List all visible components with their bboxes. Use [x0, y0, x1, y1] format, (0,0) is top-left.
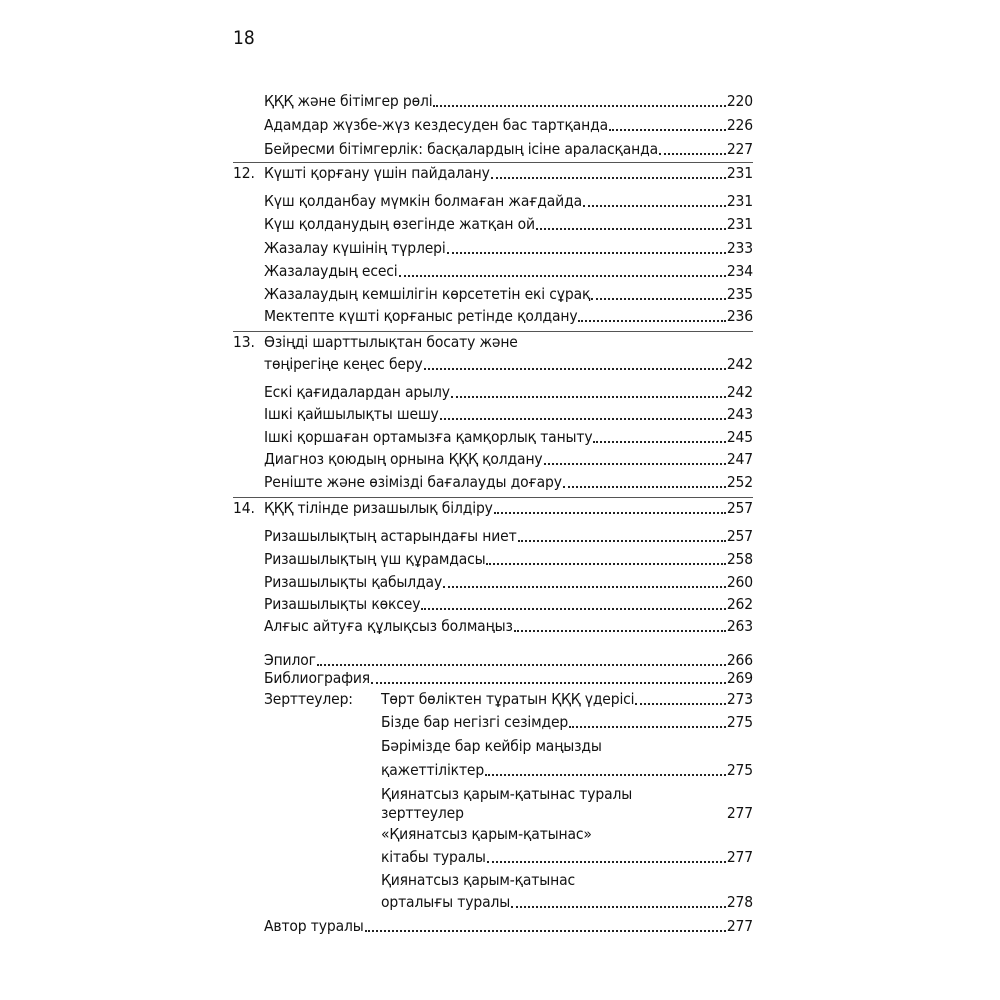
leader-dots	[465, 817, 726, 819]
toc-appendix-line2[interactable]	[381, 758, 753, 782]
chapter-title: Күшті қорғану үшін пайдалану	[264, 164, 490, 182]
leader-dots	[591, 298, 726, 300]
toc-appendix-line1[interactable]	[381, 734, 753, 758]
toc-entry-title: Ішкі қайшылықты шешу	[264, 405, 439, 423]
toc-entry-page: 273	[726, 690, 753, 708]
toc-chapter-13-line2[interactable]	[233, 352, 753, 376]
toc-entry-title: Жазалаудың есесі	[264, 262, 398, 280]
toc-entry-page: 275	[726, 713, 753, 731]
toc-entry-title: Мектепте күшті қорғаныс ретінде қолдану	[264, 307, 578, 325]
toc-entry[interactable]	[264, 89, 753, 113]
toc-appendix[interactable]	[381, 710, 753, 734]
toc-entry-page: 245	[726, 428, 753, 446]
toc-entry[interactable]	[264, 137, 753, 161]
leader-dots	[491, 177, 726, 179]
toc-entry-page: 277	[726, 804, 753, 822]
leader-dots	[494, 512, 726, 514]
toc-chapter-13[interactable]	[233, 330, 753, 354]
toc-entry-page: 220	[726, 92, 753, 110]
toc-entry-title: Жазалау күшінің түрлері	[264, 239, 446, 257]
chapter-divider	[233, 162, 753, 163]
toc-entry-title-line2: кітабы туралы	[381, 848, 486, 866]
chapter-divider	[233, 331, 753, 332]
chapter-title: ҚҚҚ тілінде ризашылық білдіру	[264, 499, 493, 517]
leader-dots	[440, 418, 726, 420]
toc-entry-page: 252	[726, 473, 753, 491]
leader-dots	[485, 774, 726, 776]
toc-entry[interactable]	[264, 113, 753, 137]
toc-entry-page: 263	[726, 617, 753, 635]
toc-entry-page: 226	[726, 116, 753, 134]
leader-dots	[578, 320, 725, 322]
toc-entry-page: 269	[726, 669, 753, 687]
chapter-page: 231	[726, 164, 753, 182]
toc-entry[interactable]	[264, 212, 753, 236]
toc-entry-page: 257	[726, 527, 753, 545]
toc-entry[interactable]	[264, 304, 753, 328]
leader-dots	[371, 682, 726, 684]
toc-entry-page: 275	[726, 761, 753, 779]
leader-dots	[487, 861, 726, 863]
toc-entry-page: 231	[726, 192, 753, 210]
toc-entry-title: Эпилог	[264, 651, 316, 669]
leader-dots	[443, 586, 726, 588]
toc-entry-title: Ризашылықты көксеу	[264, 595, 421, 613]
leader-dots	[518, 540, 726, 542]
toc-entry-title: Төрт бөліктен тұратын ҚҚҚ үдерісі	[381, 690, 635, 708]
leader-dots	[451, 396, 726, 398]
toc-entry-page: 235	[726, 285, 753, 303]
leader-dots	[447, 252, 726, 254]
toc-entry[interactable]	[264, 614, 753, 638]
toc-entry-title: Ризашылықты қабылдау	[264, 573, 443, 591]
toc-entry-page: 247	[726, 450, 753, 468]
leader-dots	[511, 906, 726, 908]
toc-entry-title-line2: орталығы туралы	[381, 893, 511, 911]
toc-appendix-line1[interactable]	[381, 868, 753, 892]
leader-dots	[659, 153, 726, 155]
toc-appendix-line1[interactable]	[381, 822, 753, 846]
toc-entry-title: Библиография	[264, 669, 371, 687]
research-label: Зерттеулер:	[264, 690, 353, 708]
leader-dots	[593, 441, 725, 443]
toc-entry-title: Жазалаудың кемшілігін көрсететін екі сұрақ	[264, 285, 591, 303]
toc-entry[interactable]	[264, 570, 753, 594]
toc-entry-title: Адамдар жүзбе-жүз кездесуден бас тартқанда	[264, 116, 609, 134]
toc-entry-title-line1: «Қиянатсыз қарым-қатынас»	[381, 825, 592, 843]
toc-entry-title: Ризашылықтың астарындағы ниет	[264, 527, 517, 545]
toc-entry-page: 234	[726, 262, 753, 280]
toc-entry-title-line1: Қиянатсыз қарым-қатынас туралы	[381, 785, 633, 803]
toc-entry-page: 277	[726, 848, 753, 866]
chapter-title-line1: Өзіңді шарттылықтан босату және	[264, 333, 518, 351]
toc-appendix[interactable]	[381, 687, 753, 711]
leader-dots	[433, 105, 725, 107]
toc-entry-page: 242	[726, 383, 753, 401]
leader-dots	[424, 368, 726, 370]
leader-dots	[635, 703, 725, 705]
toc-entry-title: Күш қолданбау мүмкін болмаған жағдайда	[264, 192, 582, 210]
toc-entry[interactable]	[264, 447, 753, 471]
toc-entry-page: 243	[726, 405, 753, 423]
toc-entry[interactable]	[264, 524, 753, 548]
toc-entry-title: ҚҚҚ және бітімгер рөлі	[264, 92, 433, 110]
toc-entry[interactable]	[264, 259, 753, 283]
toc-chapter-12[interactable]	[233, 161, 753, 185]
toc-entry-page: 231	[726, 215, 753, 233]
toc-entry-title: Ескі қағидалардан арылу	[264, 383, 450, 401]
toc-entry-title: Күш қолданудың өзегінде жатқан ой	[264, 215, 535, 233]
toc-entry-page: 266	[726, 651, 753, 669]
toc-entry-page: 227	[726, 140, 753, 158]
toc-entry[interactable]	[264, 282, 753, 306]
toc-entry[interactable]	[264, 380, 753, 404]
leader-dots	[583, 205, 726, 207]
chapter-page: 242	[726, 355, 753, 373]
leader-dots	[514, 630, 726, 632]
chapter-page: 257	[726, 499, 753, 517]
toc-chapter-14[interactable]	[233, 496, 753, 520]
toc-entry-title: Ішкі қоршаған ортамызға қамқорлық таныту	[264, 428, 593, 446]
leader-dots	[569, 726, 726, 728]
toc-entry-page: 262	[726, 595, 753, 613]
toc-entry[interactable]	[264, 236, 753, 260]
toc-entry-title-line2: зерттеулер	[381, 804, 464, 822]
toc-appendix-line2[interactable]	[381, 845, 753, 869]
toc-appendix-line2[interactable]	[381, 890, 753, 914]
toc-entry[interactable]	[264, 547, 753, 571]
table-of-contents	[233, 0, 753, 1000]
toc-entry-page: 278	[726, 893, 753, 911]
toc-entry[interactable]	[264, 189, 753, 213]
toc-entry-title: Автор туралы	[264, 917, 364, 935]
toc-entry[interactable]	[264, 470, 753, 494]
page-number: 18	[233, 27, 255, 49]
leader-dots	[399, 275, 726, 277]
leader-dots	[563, 486, 726, 488]
toc-entry-title-line2: қажеттіліктер	[381, 761, 485, 779]
toc-entry-page: 233	[726, 239, 753, 257]
leader-dots	[536, 228, 726, 230]
toc-entry-page: 258	[726, 550, 753, 568]
toc-entry-title: Бізде бар негізгі сезімдер	[381, 713, 569, 731]
toc-entry-title-line1: Қиянатсыз қарым-қатынас	[381, 871, 576, 889]
toc-entry[interactable]	[264, 425, 753, 449]
chapter-number: 13.	[233, 333, 255, 351]
toc-entry-title: Ризашылықтың үш құрамдасы	[264, 550, 486, 568]
leader-dots	[421, 608, 726, 610]
toc-entry-page: 236	[726, 307, 753, 325]
toc-entry[interactable]	[264, 402, 753, 426]
toc-entry-title: Алғыс айтуға құлықсыз болмаңыз	[264, 617, 513, 635]
toc-about-author[interactable]	[264, 914, 753, 938]
toc-entry[interactable]	[264, 592, 753, 616]
leader-dots	[365, 930, 726, 932]
chapter-number: 14.	[233, 499, 255, 517]
chapter-number: 12.	[233, 164, 255, 182]
toc-entry-page: 277	[726, 917, 753, 935]
toc-entry-title: Реніште және өзімізді бағалауды доғару	[264, 473, 562, 491]
chapter-divider	[233, 497, 753, 498]
leader-dots	[609, 129, 726, 131]
leader-dots	[544, 463, 726, 465]
leader-dots	[486, 563, 725, 565]
toc-entry-page: 260	[726, 573, 753, 591]
toc-entry-title: Диагноз қоюдың орнына ҚҚҚ қолдану	[264, 450, 543, 468]
chapter-title-line2: төңірегіңе кеңес беру	[264, 355, 423, 373]
toc-entry-title-line1: Бәрімізде бар кейбір маңызды	[381, 737, 602, 755]
toc-entry-title: Бейресми бітімгерлік: басқалардың ісіне араласқанда	[264, 140, 659, 158]
